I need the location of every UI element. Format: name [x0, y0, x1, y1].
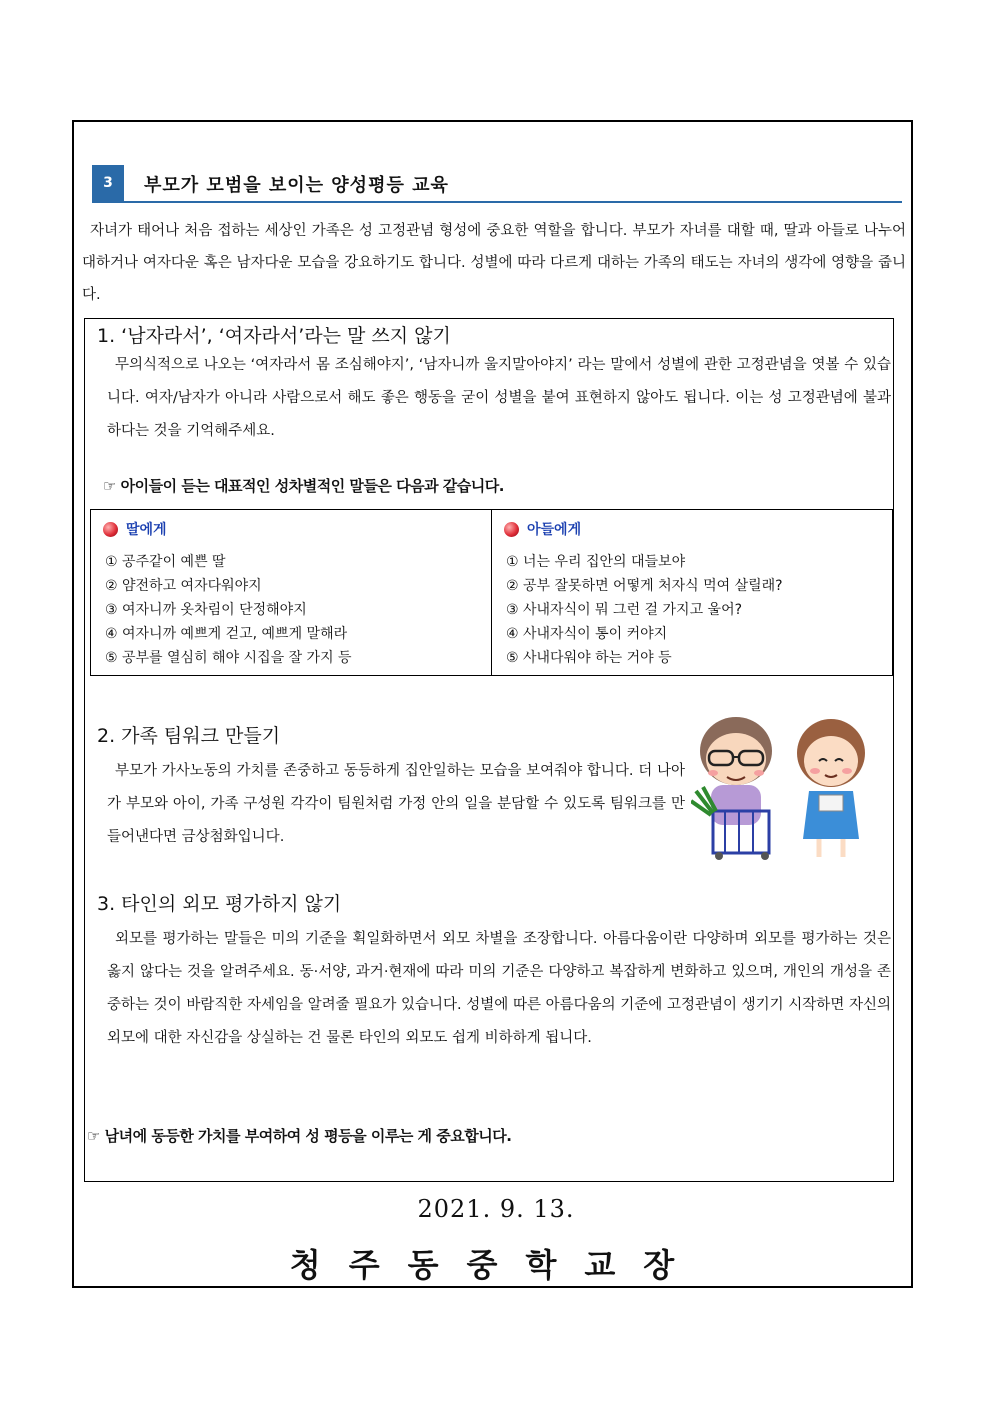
list-item: ④ 여자니까 예쁘게 걷고, 예쁘게 말해라: [105, 626, 348, 642]
daughter-column: [91, 510, 491, 675]
section-header: [92, 165, 902, 203]
item1-heading: 1. ‘남자라서’, ‘여자라서’라는 말 쓰지 않기: [97, 325, 451, 347]
section-number: 3: [92, 165, 124, 201]
red-ball-icon: [103, 522, 118, 537]
list-item: ⑤ 공부를 열심히 해야 시집을 잘 가지 등: [105, 650, 352, 666]
sexist-phrases-table: [90, 509, 893, 676]
red-ball-icon: [504, 522, 519, 537]
intro-paragraph: 자녀가 태어나 처음 접하는 세상인 가족은 성 고정관념 형성에 중요한 역할을 합니다. 부모가 자녀를 대할 때, 딸과 아들로 나누어 대하거나 여자다운 혹은 남자다운 모습을 강요하기도 합니다. 성별에 따라 다르게 대하는 가족의 태도는 자녀의 생각에 영향을 줍니다.: [82, 223, 906, 303]
list-item: ③ 여자니까 옷차림이 단정해야지: [105, 602, 307, 618]
son-column: [491, 510, 892, 675]
list-item: ④ 사내자식이 통이 커야지: [506, 626, 668, 642]
section-title: 부모가 모범을 보이는 양성평등 교육: [144, 175, 449, 196]
list-item: ② 공부 잘못하면 어떻게 처자식 먹여 살릴래?: [506, 578, 783, 594]
closing-note: ☞ 남녀에 동등한 가치를 부여하여 성 평등을 이루는 게 중요합니다.: [87, 1127, 512, 1145]
list-item: ① 너는 우리 집안의 대들보야: [506, 554, 686, 570]
item2-heading: 2. 가족 팀워크 만들기: [97, 725, 281, 747]
item2-body: 부모가 가사노동의 가치를 존중하고 동등하게 집안일하는 모습을 보여줘야 합니다. 더 나아가 부모와 아이, 가족 구성원 각각이 팀원처럼 가정 안의 일을 분담할 수 있도록 팀워크를 만들어낸다면 금상첨화입니다.: [107, 763, 685, 845]
list-item: ① 공주같이 예쁜 딸: [105, 554, 226, 570]
item1-body: 무의식적으로 나오는 ‘여자라서 몸 조심해야지’, ‘남자니까 울지말아야지’ 라는 말에서 성별에 관한 고정관념을 엿볼 수 있습니다. 여자/남자가 아니라 사람으로서 해도 좋은 행동을 굳이 성별을 붙여 표현하지 않아도 됩니다. 이는 성 고정관념에 불과하다는 것을 기억해주세요.: [107, 357, 891, 439]
daughter-header: 딸에게: [126, 522, 167, 538]
item1-note: ☞ 아이들이 듣는 대표적인 성차별적인 말들은 다음과 같습니다.: [103, 477, 504, 495]
family-illustration: [691, 711, 881, 861]
mother-figure: [797, 719, 865, 857]
list-item: ② 얌전하고 여자다워야지: [105, 578, 262, 594]
principal-signature: 청주동중학교장: [289, 1246, 703, 1284]
son-header: 아들에게: [527, 522, 582, 538]
item3-body: 외모를 평가하는 말들은 미의 기준을 획일화하면서 외모 차별을 조장합니다. 아름다움이란 다양하며 외모를 평가하는 것은 옳지 않다는 것을 알려주세요. 동·서양, 과거·현재에 따라 미의 기준은 다양하고 복잡하게 변화하고 있으며, 개인의 개성을 존중하는 것이 바람직한 자세임을 알려줄 필요가 있습니다. 성별에 따른 아름다움의 기준에 고정관념이 생기기 시작하면 자신의 외모에 대한 자신감을 상실하는 건 물론 타인의 외모도 쉽게 비하하게 됩니다.: [107, 931, 891, 1046]
list-item: ③ 사내자식이 뭐 그런 걸 가지고 울어?: [506, 602, 743, 618]
item3-heading: 3. 타인의 외모 평가하지 않기: [97, 893, 342, 915]
content-box: [84, 318, 894, 1182]
father-figure: [691, 717, 772, 860]
document-date: 2021. 9. 13.: [417, 1195, 575, 1223]
list-item: ⑤ 사내다워야 하는 거야 등: [506, 650, 672, 666]
